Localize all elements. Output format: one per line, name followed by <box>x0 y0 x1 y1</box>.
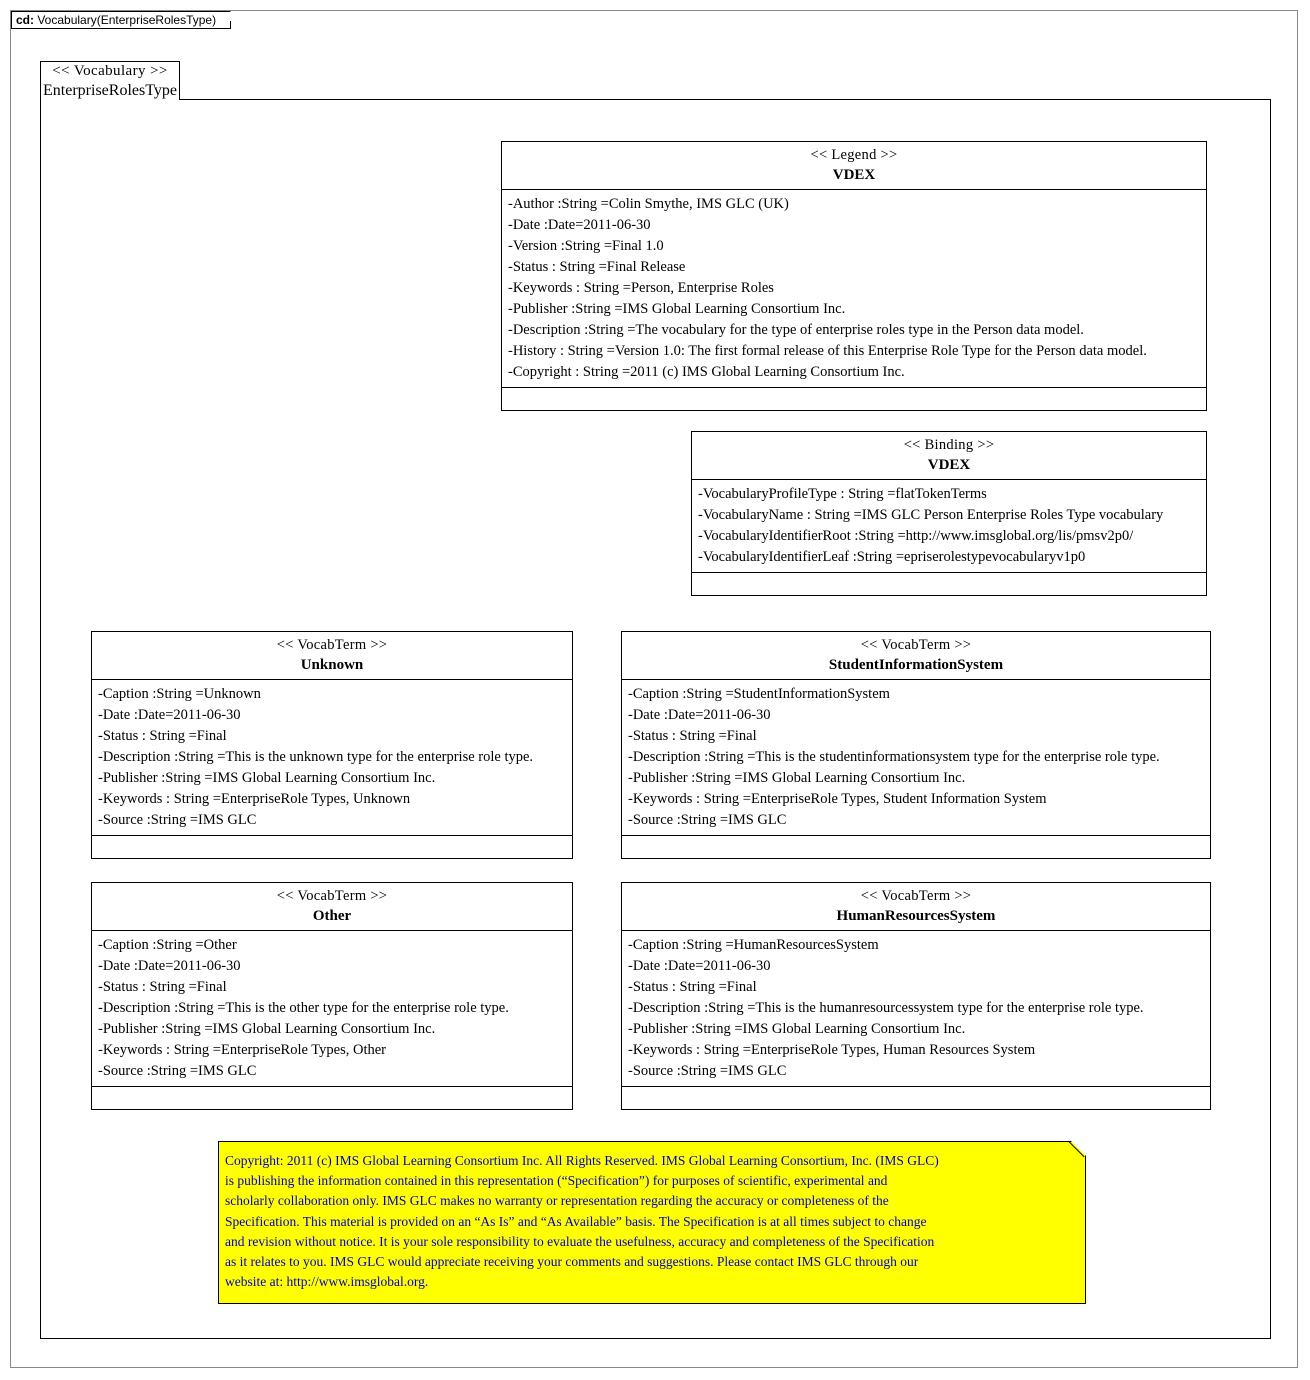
vocabterm-header <box>622 883 1210 931</box>
vocabterm-stereotype: << VocabTerm >> <box>860 637 972 653</box>
attribute-row: -Date :Date=2011-06-30 <box>628 958 771 974</box>
binding-attributes <box>692 480 1206 573</box>
vocabterm-attributes <box>622 680 1210 836</box>
vocabterm-stereotype: << VocabTerm >> <box>276 888 388 904</box>
legend-operations <box>502 388 1206 410</box>
attribute-row: -Copyright : String =2011 (c) IMS Global Learning Consortium Inc. <box>508 364 905 380</box>
frame-tab-corner-icon <box>221 11 231 21</box>
vocabterm-attributes <box>92 680 572 836</box>
binding-header <box>692 432 1206 480</box>
attribute-row: -Date :Date=2011-06-30 <box>98 707 241 723</box>
attribute-row: -Keywords : String =EnterpriseRole Types, Unknown <box>98 791 411 807</box>
attribute-row: -Status : String =Final <box>98 728 227 744</box>
legend-stereotype: << Legend >> <box>810 147 898 163</box>
attribute-row: -VocabularyIdentifierRoot :String =http://www.imsglobal.org/lis/pmsv2p0/ <box>698 528 1134 544</box>
vocabterm-humanresourcessystem-box[interactable] <box>621 882 1211 1110</box>
attribute-row: -Publisher :String =IMS Global Learning Consortium Inc. <box>628 770 966 786</box>
vocabterm-unknown-box[interactable] <box>91 631 573 859</box>
attribute-row: -Caption :String =Other <box>98 937 237 953</box>
diagram-title-label: Vocabulary(EnterpriseRolesType) <box>37 13 217 27</box>
attribute-row: -Source :String =IMS GLC <box>628 1063 787 1079</box>
legend-name: VDEX <box>832 167 876 183</box>
attribute-row: -Description :String =This is the studentinformationsystem type for the enterprise role type. <box>628 749 1160 765</box>
package-stereotype: << Vocabulary >> <box>52 63 168 79</box>
vocabterm-attributes <box>92 931 572 1087</box>
attribute-row: -Description :String =The vocabulary for the type of enterprise roles type in the Person data model. <box>508 322 1084 338</box>
attribute-row: -VocabularyProfileType : String =flatTokenTerms <box>698 486 987 502</box>
vocabterm-header <box>92 632 572 680</box>
legend-attributes <box>502 190 1206 388</box>
attribute-row: -Keywords : String =EnterpriseRole Types, Other <box>98 1042 386 1058</box>
attribute-row: -Caption :String =HumanResourcesSystem <box>628 937 879 953</box>
note-line: is publishing the information contained in this representation (“Specification”) for purposes of scientific, experimental and <box>225 1173 888 1189</box>
attribute-row: -Date :Date=2011-06-30 <box>628 707 771 723</box>
attribute-row: -Status : String =Final <box>98 979 227 995</box>
legend-header <box>502 142 1206 190</box>
note-line: Specification. This material is provided on an “As Is” and “As Available” basis. The Specification is at all times subject to change <box>225 1213 927 1229</box>
note-fold-edge-icon <box>1069 1141 1086 1158</box>
vocabterm-name: Unknown <box>300 657 364 673</box>
vocabterm-header <box>622 632 1210 680</box>
diagram-frame-label <box>11 11 231 29</box>
legend-class-box[interactable] <box>501 141 1207 411</box>
package-header[interactable] <box>40 61 180 100</box>
attribute-row: -Caption :String =StudentInformationSystem <box>628 686 890 702</box>
attribute-row: -Description :String =This is the unknown type for the enterprise role type. <box>98 749 534 765</box>
vocabterm-operations <box>92 836 572 858</box>
attribute-row: -Source :String =IMS GLC <box>98 1063 257 1079</box>
diagram-kind-label: cd: <box>16 13 34 27</box>
attribute-row: -Status : String =Final <box>628 979 757 995</box>
package-name: EnterpriseRolesType <box>43 82 177 99</box>
copyright-note[interactable] <box>218 1141 1086 1304</box>
vocabterm-other-box[interactable] <box>91 882 573 1110</box>
attribute-row: -VocabularyIdentifierLeaf :String =epriserolestypevocabularyv1p0 <box>698 549 1086 565</box>
note-line: scholarly collaboration only. IMS GLC makes no warranty or representation regarding the accuracy or completeness of the <box>225 1193 889 1209</box>
vocabterm-name: HumanResourcesSystem <box>836 908 996 924</box>
vocabterm-name: Other <box>312 908 352 924</box>
note-line: Copyright: 2011 (c) IMS Global Learning Consortium Inc. All Rights Reserved. IMS Global Learning Consortium, Inc. (IMS GLC) <box>225 1153 939 1168</box>
attribute-row: -Publisher :String =IMS Global Learning Consortium Inc. <box>98 1021 436 1037</box>
attribute-row: -Date :Date=2011-06-30 <box>98 958 241 974</box>
attribute-row: -Caption :String =Unknown <box>98 686 261 702</box>
vocabterm-operations <box>622 1087 1210 1109</box>
vocabterm-header <box>92 883 572 931</box>
attribute-row: -Publisher :String =IMS Global Learning Consortium Inc. <box>508 301 846 317</box>
note-line: as it relates to you. IMS GLC would appreciate receiving your comments and suggestions. Please contact IMS GLC through our <box>225 1254 919 1270</box>
attribute-row: -History : String =Version 1.0: The first formal release of this Enterprise Role Type for the Person data model. <box>508 343 1147 359</box>
vocabterm-stereotype: << VocabTerm >> <box>860 888 972 904</box>
binding-stereotype: << Binding >> <box>903 437 995 453</box>
note-line: website at: http://www.imsglobal.org. <box>225 1274 429 1290</box>
attribute-row: -Status : String =Final Release <box>508 259 686 275</box>
attribute-row: -VocabularyName : String =IMS GLC Person Enterprise Roles Type vocabulary <box>698 507 1164 523</box>
attribute-row: -Version :String =Final 1.0 <box>508 238 664 254</box>
vocabterm-name: StudentInformationSystem <box>828 657 1004 673</box>
binding-name: VDEX <box>927 457 971 473</box>
vocabterm-operations <box>622 836 1210 858</box>
attribute-row: -Publisher :String =IMS Global Learning Consortium Inc. <box>628 1021 966 1037</box>
attribute-row: -Description :String =This is the other type for the enterprise role type. <box>98 1000 509 1016</box>
binding-operations <box>692 573 1206 595</box>
attribute-row: -Keywords : String =Person, Enterprise Roles <box>508 280 774 296</box>
vocabterm-attributes <box>622 931 1210 1087</box>
attribute-row: -Status : String =Final <box>628 728 757 744</box>
binding-class-box[interactable] <box>691 431 1207 596</box>
vocabterm-operations <box>92 1087 572 1109</box>
attribute-row: -Keywords : String =EnterpriseRole Types, Student Information System <box>628 791 1047 807</box>
attribute-row: -Date :Date=2011-06-30 <box>508 217 651 233</box>
attribute-row: -Description :String =This is the humanresourcessystem type for the enterprise role type. <box>628 1000 1144 1016</box>
attribute-row: -Publisher :String =IMS Global Learning Consortium Inc. <box>98 770 436 786</box>
attribute-row: -Author :String =Colin Smythe, IMS GLC (UK) <box>508 196 789 212</box>
attribute-row: -Source :String =IMS GLC <box>628 812 787 828</box>
vocabterm-stereotype: << VocabTerm >> <box>276 637 388 653</box>
attribute-row: -Source :String =IMS GLC <box>98 812 257 828</box>
note-line: and revision without notice. It is your sole responsibility to evaluate the usefulness, accuracy and completeness of the Specification <box>225 1233 935 1249</box>
attribute-row: -Keywords : String =EnterpriseRole Types, Human Resources System <box>628 1042 1036 1058</box>
vocabterm-studentinformationsystem-box[interactable] <box>621 631 1211 859</box>
